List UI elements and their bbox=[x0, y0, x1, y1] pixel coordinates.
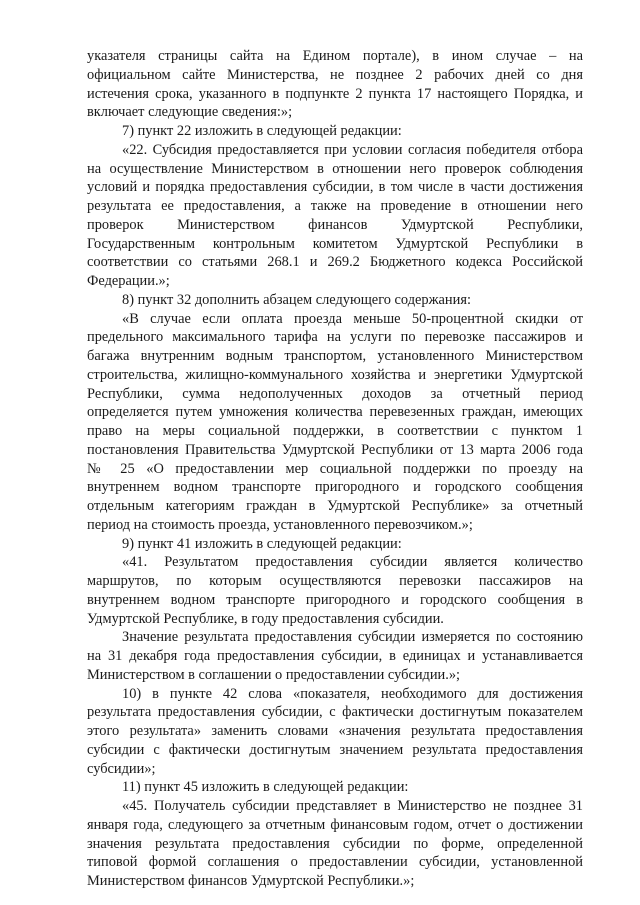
text-line: Значение результата предоставления субсидии измеряется по состоянию bbox=[122, 629, 583, 646]
text-line: Удмуртской Республике, в году предоставления субсидии. bbox=[87, 610, 444, 627]
text-line: проверок Министерством финансов Удмуртской Республики, bbox=[87, 216, 583, 233]
text-line: результата ее предоставления, а также на проведение в отношении него bbox=[87, 198, 583, 214]
text-line: предельного максимального тарифа на услуги по перевозке пассажиров и bbox=[87, 329, 583, 346]
text-line: постановления Правительства Удмуртской Республики от 13 марта 2006 года bbox=[87, 441, 583, 458]
text-line: определяется путем умножения количества перевезенных граждан, имеющих bbox=[87, 404, 583, 421]
text-line: результата предоставления субсидии, с фактически достигнутым показателем bbox=[87, 704, 583, 721]
text-line: на 31 декабря года предоставления субсидии, в единицах и устанавливается bbox=[87, 648, 583, 664]
text-line: января года, следующего за отчетным финансовым годом, отчет о достижении bbox=[87, 816, 583, 833]
text-line: значения результата предоставления субсидии по форме, определенной bbox=[87, 835, 583, 852]
text-line: условий и порядка предоставления субсидии, в том числе в части достижения bbox=[87, 179, 583, 196]
text-line: строительства, жилищно-коммунального хозяйства и энергетики Удмуртской bbox=[87, 366, 583, 383]
text-line: внутреннем водном транспорте пригородного и городского сообщения в bbox=[87, 591, 583, 608]
text-line: соответствии со статьями 268.1 и 269.2 Бюджетного кодекса Российской bbox=[87, 254, 583, 271]
text-line: 11) пункт 45 изложить в следующей редакции: bbox=[122, 779, 409, 796]
text-line: на осуществление Министерством в отношении него проверок соблюдения bbox=[87, 160, 583, 177]
text-line: 10) в пункте 42 слова «показателя, необходимого для достижения bbox=[122, 685, 583, 702]
text-line: «41. Результатом предоставления субсидии является количество bbox=[122, 554, 583, 571]
text-line: период на стоимость проезда, установленного перевозчиком.»; bbox=[87, 516, 473, 533]
text-line: официальном сайте Министерства, не позднее 2 рабочих дней со дня bbox=[87, 66, 583, 83]
text-line: 8) пункт 32 дополнить абзацем следующего содержания: bbox=[122, 291, 471, 308]
text-line: маршрутов, по которым осуществляются перевозки пассажиров на bbox=[87, 573, 583, 589]
text-line: «В случае если оплата проезда меньше 50-процентной скидки от bbox=[122, 310, 583, 327]
text-line: отдельным категориям граждан в Удмуртской Республике» за отчетный bbox=[87, 498, 583, 514]
text-line: Государственным контрольным комитетом Удмуртской Республики в bbox=[87, 235, 583, 252]
text-line: субсидии с фактически достигнутым значением результата предоставления bbox=[87, 741, 583, 758]
text-line: № 25 «О предоставлении мер социальной поддержки по проезду на bbox=[87, 460, 583, 477]
text-line: право на меры социальной поддержки, в соответствии с пунктом 1 bbox=[87, 423, 583, 439]
document-body bbox=[87, 47, 583, 891]
text-line: внутреннем водном транспорте пригородного и городского сообщения bbox=[87, 479, 583, 496]
text-line: включает следующие сведения:»; bbox=[87, 104, 293, 121]
text-line: субсидии»; bbox=[87, 760, 156, 777]
text-line: типовой формой соглашения о предоставлении субсидии, установленной bbox=[87, 854, 583, 871]
text-line: Министерством финансов Удмуртской Республики.»; bbox=[87, 873, 415, 889]
text-line: Министерством в соглашении о предоставлении субсидии.»; bbox=[87, 666, 461, 683]
text-line: «45. Получатель субсидии представляет в Министерство не позднее 31 bbox=[122, 798, 583, 814]
text-line: багажа внутренним водным транспортом, установленного Министерством bbox=[87, 348, 583, 364]
text-line: Республики, сумма недополученных доходов за отчетный период bbox=[87, 385, 583, 402]
text-line: истечения срока, указанного в подпункте 2 пункта 17 настоящего Порядка, и bbox=[87, 85, 583, 102]
text-line: этого результата» заменить словами «значения результата предоставления bbox=[87, 723, 583, 739]
text-line: указателя страницы сайта на Едином портале), в ином случае – на bbox=[87, 48, 583, 64]
text-line: Федерации.»; bbox=[87, 273, 170, 289]
text-line: 7) пункт 22 изложить в следующей редакции: bbox=[122, 123, 402, 139]
text-line: «22. Субсидия предоставляется при условии согласия победителя отбора bbox=[122, 141, 583, 158]
text-line: 9) пункт 41 изложить в следующей редакции: bbox=[122, 535, 402, 552]
